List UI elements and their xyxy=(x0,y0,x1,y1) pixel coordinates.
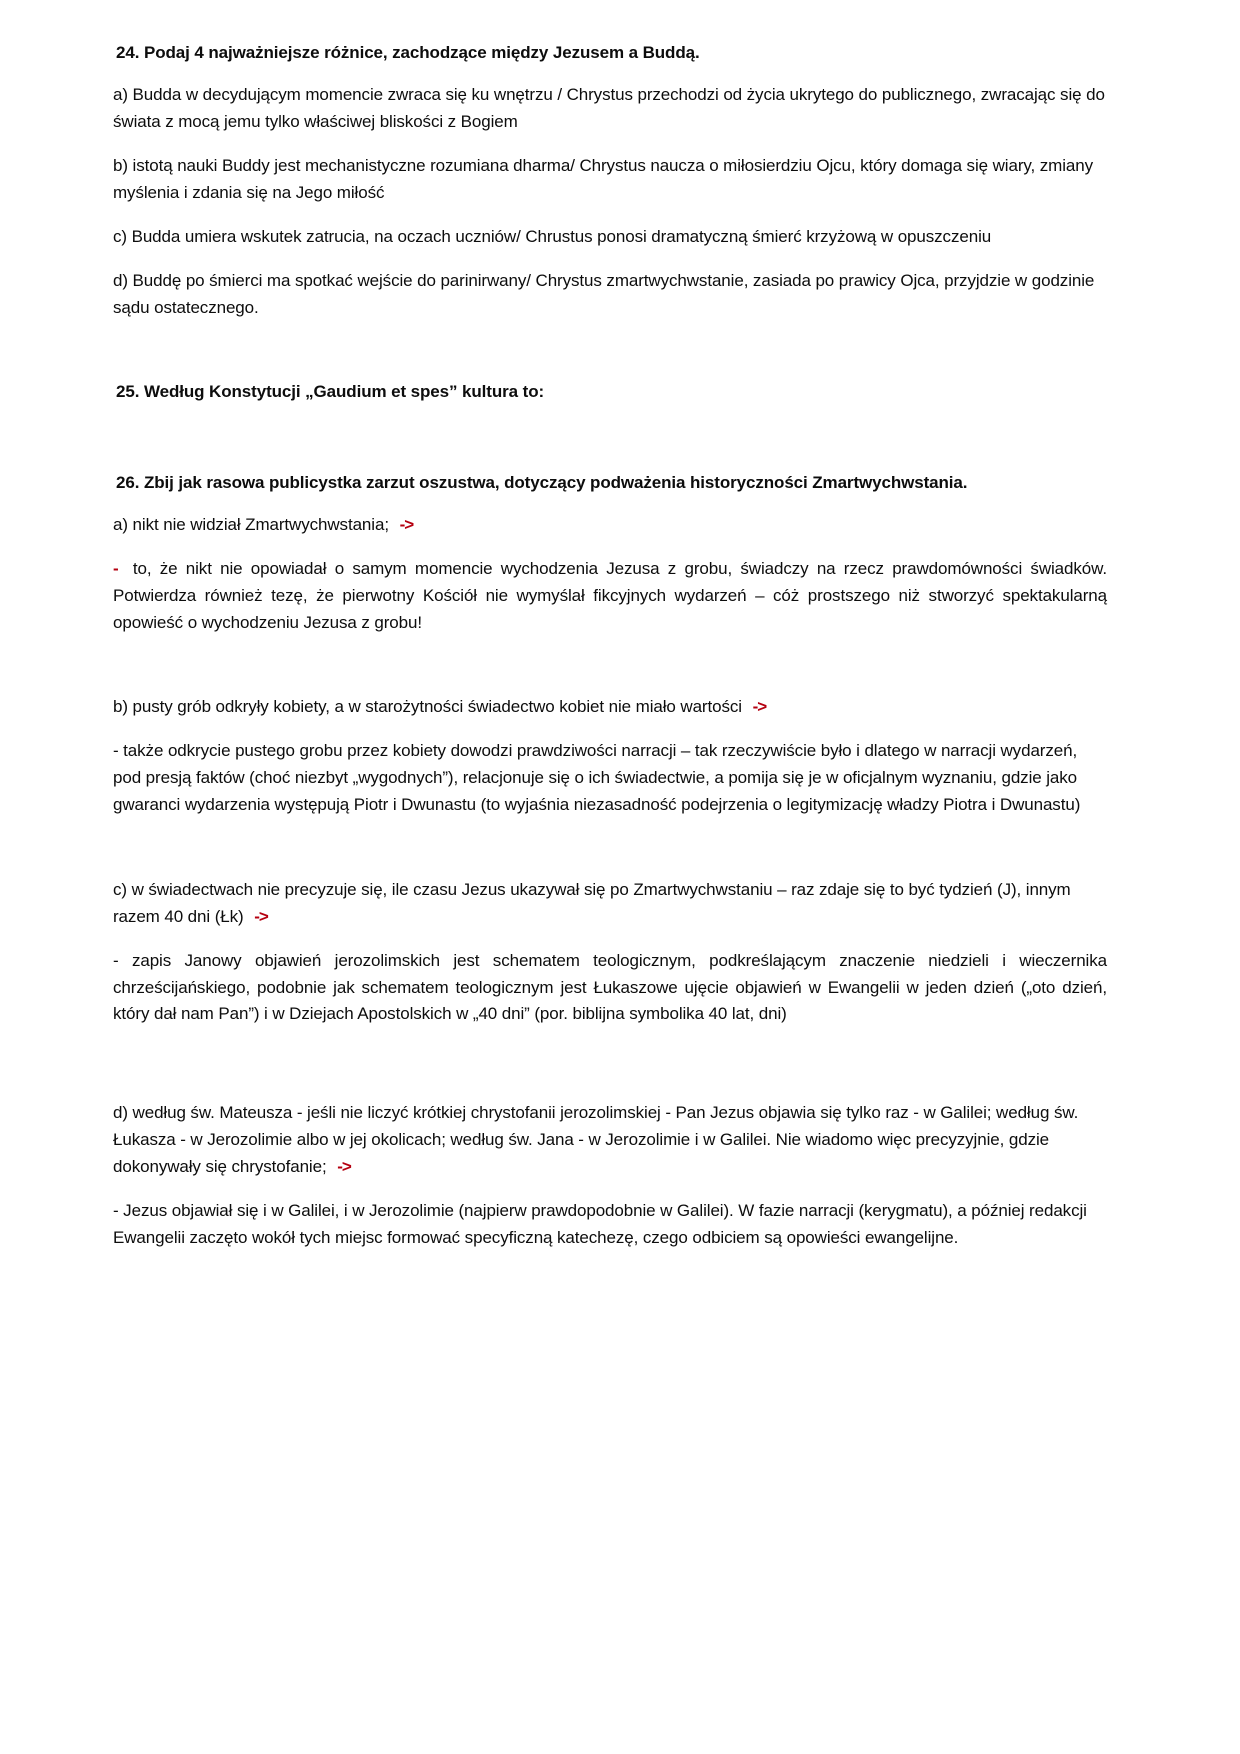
claim-26a-text: a) nikt nie widział Zmartwychwstania; xyxy=(113,515,389,535)
red-arrow-icon: -> xyxy=(254,906,268,926)
red-dash-marker: - xyxy=(113,558,119,578)
rebuttal-26d: - Jezus objawiał się i w Galilei, i w Jerozolimie (najpierw prawdopodobnie w Galilei). W fazie narracji (kerygmatu), a później redakcji Ewangelii zaczęto wokół tych miejsc formować specyficzną katechezę, czego odbiciem są opowieści ewangelijne. xyxy=(113,1200,1087,1247)
red-arrow-icon: -> xyxy=(399,515,414,535)
claim-26c-text: c) w świadectwach nie precyzuje się, ile czasu Jezus ukazywał się po Zmartwychwstaniu – raz zdaje się to być tydzień (J), innym razem 40 dni (Łk) xyxy=(113,879,1071,926)
rebuttal-26b: - także odkrycie pustego grobu przez kobiety dowodzi prawdziwości narracji – tak rzeczywiście było i dlatego w narracji wydarzeń, pod presją faktów (choć niezbyt „wygodnych”), relacjonuje się o ich świadectwie, a pomija się je w oficjalnym wyznaniu, gdzie jako gwaranci wydarzenia występują Piotr i Dwunastu (to wyjaśnia niezasadność podejrzenia o legitymizację władzy Piotra i Dwunastu) xyxy=(113,741,1081,815)
answer-24a: a) Budda w decydującym momencie zwraca się ku wnętrzu / Chrystus przechodzi od życia ukrytego do publicznego, zwracając się do świata z mocą jemu tylko właściwej bliskości z Bogiem xyxy=(113,85,1105,132)
claim-26c xyxy=(113,877,1107,931)
answer-24c: c) Budda umiera wskutek zatrucia, na oczach uczniów/ Chrustus ponosi dramatyczną śmierć krzyżową w opuszczeniu xyxy=(113,226,992,246)
rebuttal-26c: - zapis Janowy objawień jerozolimskich jest schematem teologicznym, podkreślającym znaczenie niedzieli i wieczernika chrześcijańskiego, podobnie jak schematem teologicznym jest Łukaszowe ujęcie objawień w Ewangelii w jeden dzień („oto dzień, który dał nam Pan”) i w Dziejach Apostolskich w „40 dni” (por. biblijna symbolika 40 lat, dni) xyxy=(113,950,1107,1024)
red-arrow-icon: -> xyxy=(752,697,767,717)
claim-26d xyxy=(113,1100,1107,1181)
question-26-heading: 26. Zbij jak rasowa publicystka zarzut oszustwa, dotyczący podważenia historyczności Zmartwychwstania. xyxy=(116,472,968,492)
answer-24d: d) Buddę po śmierci ma spotkać wejście do parinirwany/ Chrystus zmartwychwstanie, zasiada po prawicy Ojca, przyjdzie w godzinie sądu ostatecznego. xyxy=(113,270,1095,317)
claim-26b xyxy=(113,694,1107,721)
question-25-heading: 25. Według Konstytucji „Gaudium et spes” kultura to: xyxy=(116,382,545,402)
claim-26b-text: b) pusty grób odkryły kobiety, a w starożytności świadectwo kobiet nie miało wartości xyxy=(113,697,742,717)
claim-26a xyxy=(113,512,1107,539)
question-24-heading: 24. Podaj 4 najważniejsze różnice, zachodzące między Jezusem a Buddą. xyxy=(116,43,700,62)
rebuttal-26a xyxy=(113,556,1107,637)
claim-26d-text: d) według św. Mateusza - jeśli nie liczyć krótkiej chrystofanii jerozolimskiej - Pan Jezus objawia się tylko raz - w Galilei; według św. Łukasza - w Jerozolimie albo w jej okolicach; według św. Jana - w Jerozolimie i w Galilei. Nie wiadomo więc precyzyjnie, gdzie dokonywały się chrystofanie; xyxy=(113,1103,1079,1176)
red-arrow-icon: -> xyxy=(337,1156,351,1176)
answer-24b: b) istotą nauki Buddy jest mechanistyczne rozumiana dharma/ Chrystus naucza o miłosierdziu Ojcu, który domaga się wiary, zmiany myślenia i zdania się na Jego miłość xyxy=(113,156,1094,202)
rebuttal-26a-text: to, że nikt nie opowiadał o samym momencie wychodzenia Jezusa z grobu, świadczy na rzecz prawdomówności świadków. Potwierdza również tezę, że pierwotny Kościół nie wymyślał fikcyjnych wydarzeń – cóż prostszego niż stworzyć spektakularną opowieść o wychodzeniu Jezusa z grobu! xyxy=(113,558,1107,632)
